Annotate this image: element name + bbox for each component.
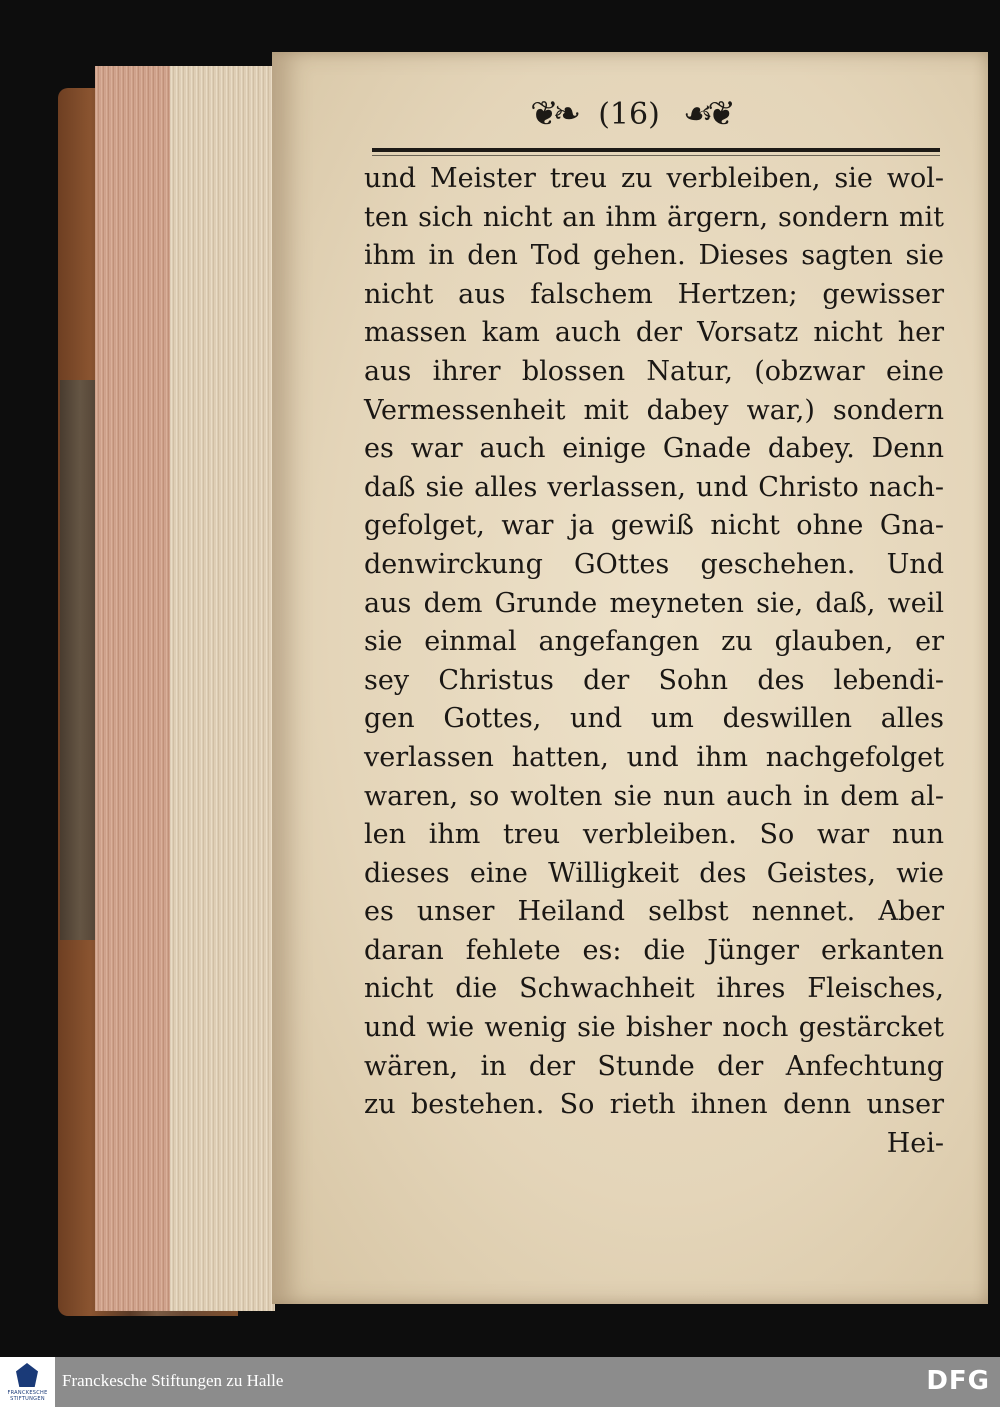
dfg-logo[interactable]: DFG bbox=[926, 1366, 990, 1396]
text-line: gefolget, war ja gewiß nicht ohne Gna- bbox=[364, 510, 944, 542]
book-spine bbox=[60, 380, 100, 940]
logo-text: FRANCKESCHE STIFTUNGEN bbox=[7, 1390, 48, 1402]
text-line: denwirckung GOttes geschehen. Und bbox=[364, 548, 944, 580]
text-line: es war auch einige Gnade dabey. Denn bbox=[364, 433, 944, 465]
text-line: daran fehlete es: die Jünger erkanten bbox=[364, 934, 944, 966]
text-line: aus ihrer blossen Natur, (obzwar eine bbox=[364, 355, 944, 387]
header-rule-thin bbox=[372, 155, 940, 156]
text-line: sey Christus der Sohn des lebendi- bbox=[364, 664, 944, 696]
text-line: aus dem Grunde meyneten sie, daß, weil bbox=[364, 587, 944, 619]
text-line: daß sie alles verlassen, und Christo nach- bbox=[364, 471, 944, 503]
page-text bbox=[364, 160, 944, 1163]
text-line: massen kam auch der Vorsatz nicht her bbox=[364, 317, 944, 349]
text-line: len ihm treu verbleiben. So war nun bbox=[364, 819, 944, 851]
text-line: Vermessenheit mit dabey war,) sondern bbox=[364, 394, 944, 426]
text-line: wären, in der Stunde der Anfechtung bbox=[364, 1050, 944, 1082]
logo-emblem-icon bbox=[16, 1363, 38, 1387]
text-line: und wie wenig sie bisher noch gestärcket bbox=[364, 1012, 944, 1044]
text-line: ihm in den Tod gehen. Dieses sagten sie bbox=[364, 240, 944, 272]
text-line: ten sich nicht an ihm ärgern, sondern mit bbox=[364, 201, 944, 233]
text-line: gen Gottes, und um deswillen alles bbox=[364, 703, 944, 735]
text-line: dieses eine Willigkeit des Geistes, wie bbox=[364, 857, 944, 889]
footer-bar bbox=[0, 1357, 1000, 1407]
ornament-right-icon: ☙❦ bbox=[682, 94, 730, 134]
header-rule bbox=[372, 148, 940, 152]
page-header bbox=[272, 94, 988, 134]
institution-name[interactable]: Franckesche Stiftungen zu Halle bbox=[62, 1371, 284, 1390]
ornament-left-icon: ❦❧ bbox=[530, 94, 576, 134]
catchword: Hei- bbox=[886, 1127, 944, 1159]
text-line: nicht die Schwachheit ihres Fleisches, bbox=[364, 973, 944, 1005]
text-line: sie einmal angefangen zu glauben, er bbox=[364, 626, 944, 658]
book-page bbox=[272, 52, 988, 1304]
text-line: es unser Heiland selbst nennet. Aber bbox=[364, 896, 944, 928]
text-line: waren, so wolten sie nun auch in dem al- bbox=[364, 780, 944, 812]
page-number: (16) bbox=[598, 96, 660, 132]
institution-logo[interactable] bbox=[0, 1357, 55, 1407]
page-edges-inner bbox=[170, 66, 275, 1311]
text-line: verlassen hatten, und ihm nachgefolget bbox=[364, 741, 944, 773]
text-line: und Meister treu zu verbleiben, sie wol- bbox=[364, 163, 944, 194]
text-line: zu bestehen. So rieth ihnen denn unser bbox=[364, 1089, 944, 1121]
text-line: nicht aus falschem Hertzen; gewisser bbox=[364, 278, 944, 310]
